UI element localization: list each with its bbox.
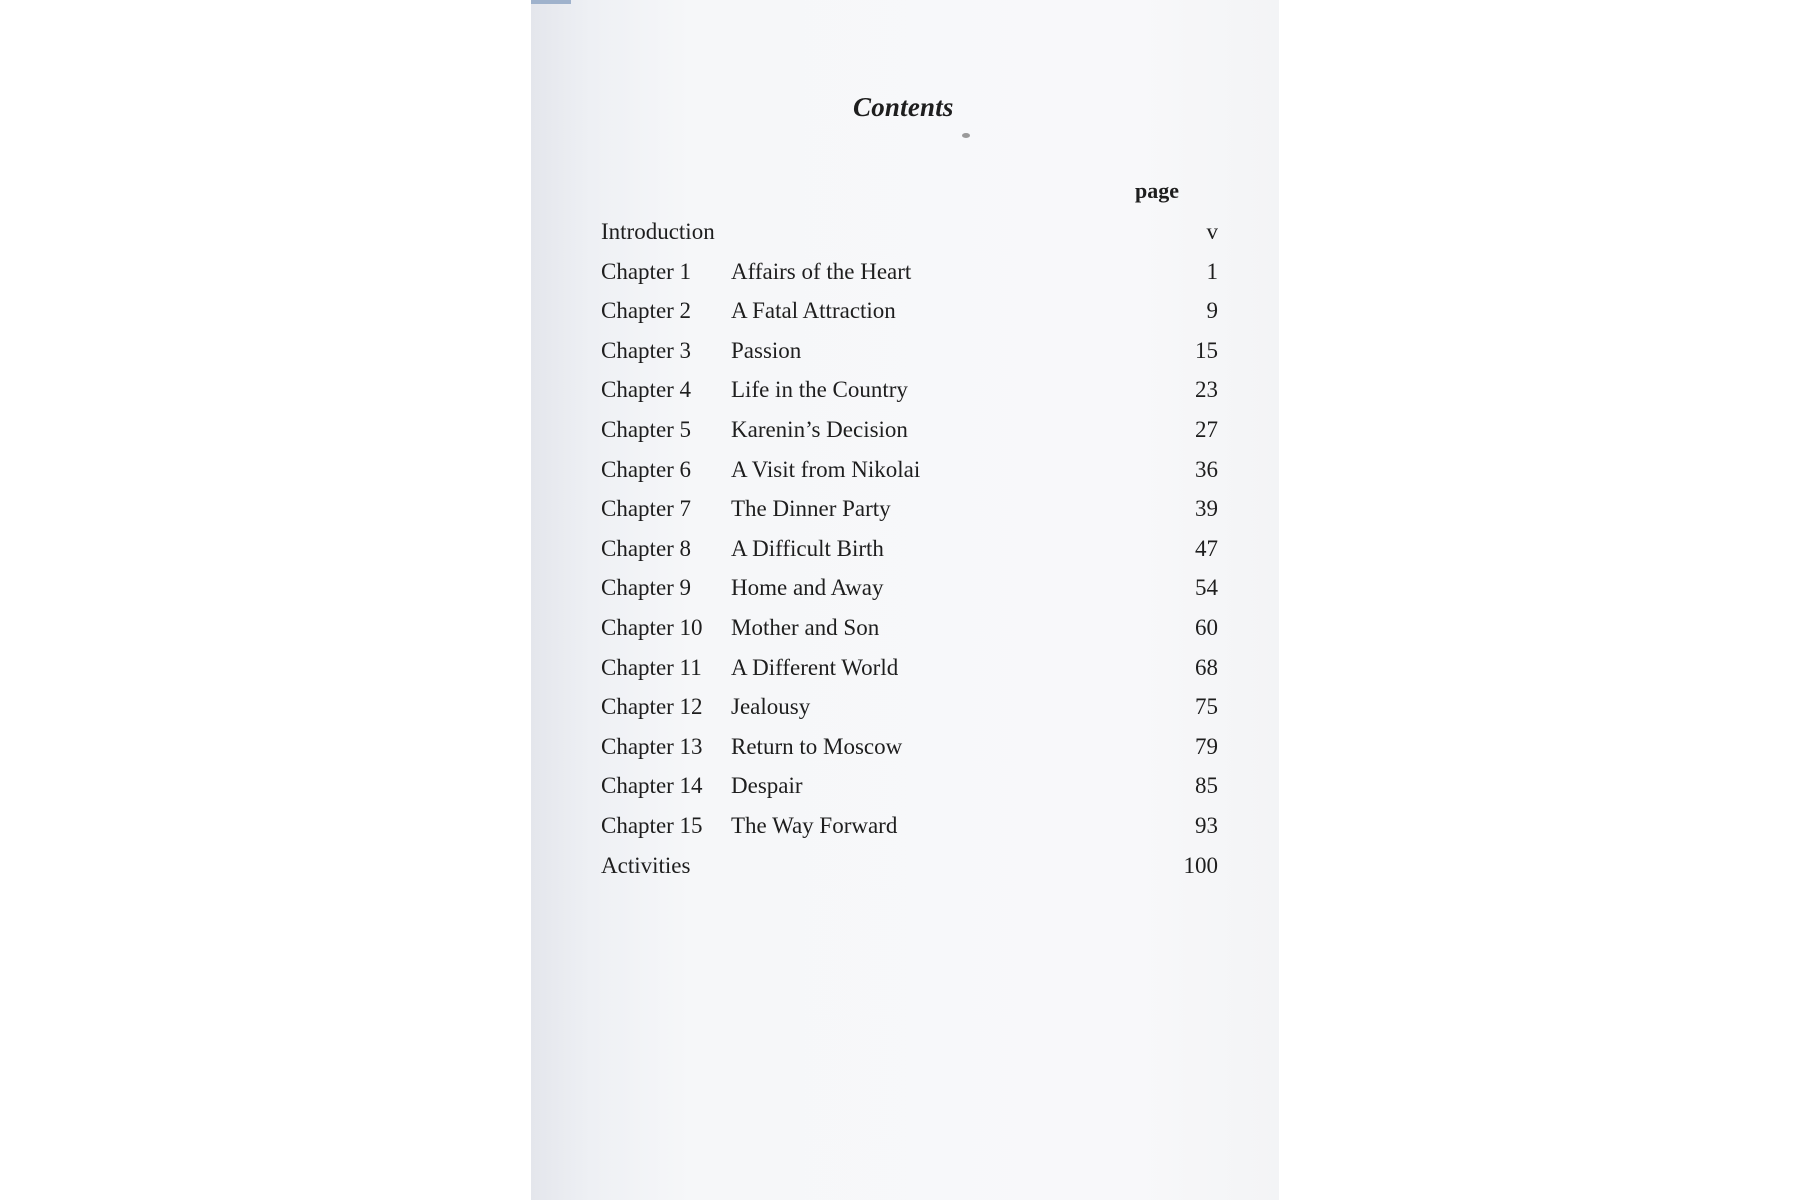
- toc-entry-label: Chapter 10: [601, 615, 703, 640]
- toc-entry-title: Affairs of the Heart: [731, 258, 912, 284]
- toc-entry-label: Chapter 15: [601, 813, 703, 838]
- toc-entry-label: Chapter 2: [601, 298, 692, 324]
- toc-entry-chapter-10: [601, 610, 1218, 646]
- toc-entry-chapter-15: [601, 808, 1218, 844]
- toc-entry-chapter-5: [601, 412, 1218, 448]
- toc-entry-title: Karenin’s Decision: [731, 417, 908, 442]
- toc-entry-title: Return to Moscow: [731, 733, 903, 759]
- toc-entry-page: 75: [1195, 694, 1218, 720]
- toc-entry-title: Despair: [731, 773, 803, 799]
- toc-entry-page: v: [1206, 219, 1218, 244]
- toc-entry-chapter-4: [601, 372, 1218, 408]
- toc-entry-label: Chapter 8: [601, 535, 692, 561]
- toc-entry-chapter-7: [601, 491, 1218, 527]
- toc-entry-page: 36: [1195, 456, 1218, 482]
- toc-entry-page: 9: [1206, 298, 1218, 324]
- toc-entry-chapter-8: [601, 531, 1218, 567]
- toc-entry-page: 60: [1195, 615, 1218, 640]
- toc-entry-label: Chapter 7: [601, 496, 692, 522]
- toc-entry-page: 39: [1195, 496, 1218, 522]
- toc-entry-chapter-1: [601, 254, 1218, 290]
- toc-entry-page: 54: [1195, 575, 1218, 601]
- toc-entry-title: A Different World: [731, 654, 899, 680]
- toc-entry-label: Chapter 4: [601, 377, 692, 403]
- toc-entry-chapter-11: [601, 650, 1218, 686]
- toc-entry-page: 15: [1195, 337, 1218, 363]
- toc-entry-label: Chapter 9: [601, 575, 692, 601]
- toc-entry-chapter-14: [601, 768, 1218, 804]
- toc-entry-label: Chapter 3: [601, 337, 692, 363]
- toc-entry-page: 85: [1195, 773, 1218, 799]
- toc-entry-label: Chapter 11: [601, 654, 702, 680]
- toc-entry-title: Home and Away: [731, 575, 884, 601]
- toc-entry-chapter-3: [601, 333, 1218, 369]
- toc-entry-page: 47: [1195, 535, 1218, 561]
- contents-heading: Contents: [853, 92, 954, 122]
- toc-entry-page: 100: [1183, 852, 1218, 878]
- toc-entry-title: Passion: [731, 337, 802, 363]
- toc-entry-label: Introduction: [601, 219, 715, 244]
- toc-entry-chapter-2: [601, 293, 1218, 329]
- toc-entry-page: 27: [1195, 417, 1218, 442]
- toc-entry-title: Jealousy: [731, 694, 811, 720]
- toc-entry-page: 23: [1195, 377, 1218, 403]
- page-corner-mark: [531, 0, 571, 4]
- toc-entry-page: 1: [1206, 258, 1218, 284]
- toc-entry-chapter-13: [601, 729, 1218, 765]
- page-column-label: page: [1135, 178, 1179, 203]
- toc-entry-title: A Visit from Nikolai: [731, 456, 921, 482]
- toc-entry-title: A Difficult Birth: [731, 535, 884, 561]
- toc-entry-activities: [601, 848, 1218, 884]
- toc-entry-label: Chapter 12: [601, 694, 703, 720]
- toc-entry-page: 79: [1195, 733, 1218, 759]
- toc-entry-title: Life in the Country: [731, 377, 908, 403]
- toc-entry-page: 68: [1195, 654, 1218, 680]
- ink-dot: [962, 133, 970, 138]
- toc-entry-label: Activities: [601, 852, 691, 878]
- toc-entry-chapter-6: [601, 452, 1218, 488]
- book-page: [531, 0, 1279, 1200]
- toc-entry-label: Chapter 14: [601, 773, 703, 799]
- toc-entry-introduction: [601, 214, 1218, 250]
- toc-entry-title: A Fatal Attraction: [731, 298, 896, 324]
- toc-entry-chapter-12: [601, 689, 1218, 725]
- toc-entry-title: The Dinner Party: [731, 496, 891, 522]
- toc-entry-label: Chapter 13: [601, 733, 703, 759]
- toc-entry-label: Chapter 5: [601, 417, 692, 442]
- toc-entry-page: 93: [1195, 813, 1218, 838]
- toc-entry-chapter-9: [601, 570, 1218, 606]
- toc-entry-title: Mother and Son: [731, 615, 880, 640]
- toc-entry-label: Chapter 1: [601, 258, 692, 284]
- toc-entry-title: The Way Forward: [731, 813, 898, 838]
- toc-entry-label: Chapter 6: [601, 456, 692, 482]
